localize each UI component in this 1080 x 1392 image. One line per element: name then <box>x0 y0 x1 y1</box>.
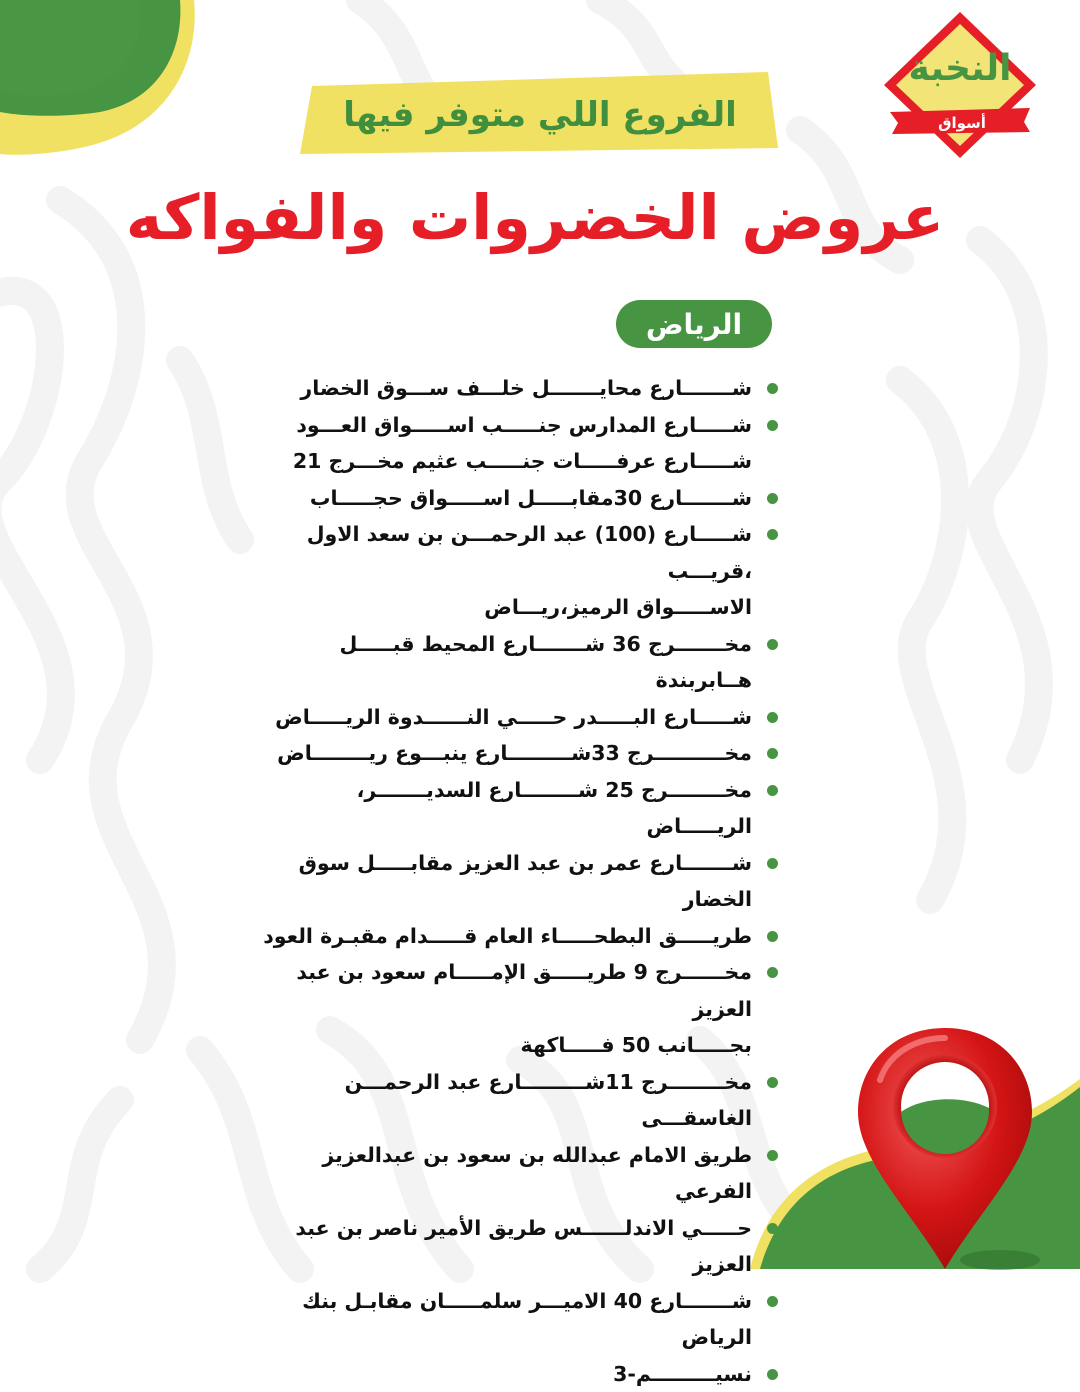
branch-text: مخــــــــــرج 33شـــــــــارع ينبـــوع ريــــــــاض <box>277 741 752 765</box>
branch-item <box>260 699 780 736</box>
branch-item <box>260 1210 780 1283</box>
branch-item <box>260 626 780 699</box>
branch-item-continuation <box>260 1027 780 1064</box>
branch-text: مخــــــــرج 11شـــــــــارع عبد الرحمـــن الغاسقـــى <box>345 1070 752 1131</box>
branch-text: شـــــارع (100) عبد الرحمـــن بن سعد الاول ،قريـــب <box>307 522 752 583</box>
bullet-icon <box>767 712 778 723</box>
logo-subtext: أسواق <box>938 113 986 132</box>
branch-text: شـــــــارع 30مقابـــــل اســـــواق حجـــــاب <box>310 486 752 510</box>
bullet-icon <box>767 748 778 759</box>
branch-item <box>260 407 780 444</box>
branch-text: الاســـــواق الرميز،ريـــاض <box>484 595 752 619</box>
branch-item <box>260 516 780 589</box>
bullet-icon <box>767 1150 778 1161</box>
branch-text: طريق الامام عبدالله بن سعود بن عبدالعزيز الفرعي <box>322 1143 752 1204</box>
branch-text: شـــــــارع 40 الاميـــر سلمـــــان مقابـل بنك الرياض <box>302 1289 752 1350</box>
branch-text: شـــــــارع عمر بن عبد العزيز مقابـــــل سوق الخضار <box>299 851 752 912</box>
bullet-icon <box>767 1296 778 1307</box>
bullet-icon <box>767 785 778 796</box>
branch-list <box>260 370 780 1392</box>
branch-item <box>260 735 780 772</box>
branch-text: شـــــارع عرفـــــات جنـــــب عثيم مخـــرج 21 <box>293 449 752 473</box>
branch-item <box>260 370 780 407</box>
bullet-icon <box>767 420 778 431</box>
branch-text: شـــــارع المدارس جنـــــب اســـــواق العـــود <box>296 413 752 437</box>
subtitle-banner <box>300 72 780 154</box>
logo-text: النخبة <box>908 48 1011 89</box>
branch-text: مخــــــرج 9 طريـــــق الإمـــــام سعود بن عبد العزيز <box>296 960 752 1021</box>
bullet-icon <box>767 1369 778 1380</box>
region-badge: الرياض <box>616 300 772 348</box>
page-title: عروض الخضروات والفواكه <box>120 172 950 262</box>
subtitle-text: الفروع اللي متوفر فيها <box>300 72 780 154</box>
bullet-icon <box>767 1077 778 1088</box>
branch-item <box>260 845 780 918</box>
branch-text: شـــــــارع محايـــــــل خلـــف ســـوق الخضار <box>300 376 752 400</box>
branch-text: طريـــــق البطحـــــاء العام قـــــدام مقبـرة العود <box>263 924 752 948</box>
branch-text: مخـــــــرج 36 شـــــــارع المحيط قبـــــل هــابربندة <box>339 632 752 693</box>
bullet-icon <box>767 1223 778 1234</box>
branch-text: نسيـــــــــم-3 <box>613 1362 752 1386</box>
branch-text: شـــــارع البـــــدر حـــــي النــــــدوة الريـــــاض <box>275 705 752 729</box>
branch-item <box>260 480 780 517</box>
branch-text: بجـــــانب 50 فـــــاكهة <box>521 1033 752 1057</box>
bullet-icon <box>767 967 778 978</box>
branch-item-continuation <box>260 589 780 626</box>
bullet-icon <box>767 639 778 650</box>
bullet-icon <box>767 383 778 394</box>
branch-item <box>260 918 780 955</box>
location-pin-icon <box>850 1020 1040 1269</box>
bullet-icon <box>767 493 778 504</box>
bullet-icon <box>767 529 778 540</box>
branch-item-continuation <box>260 443 780 480</box>
branch-item <box>260 954 780 1027</box>
branch-item <box>260 1283 780 1356</box>
brand-logo <box>880 10 1040 160</box>
branch-text: مخــــــــرج 25 شــــــــارع السديـــــــر، الريـــــاض <box>357 778 752 839</box>
branch-text: حـــــي الاندلــــــس طريق الأمير ناصر بن عبد العزيز <box>295 1216 752 1277</box>
branch-item <box>260 772 780 845</box>
branch-item <box>260 1064 780 1137</box>
corner-decoration-top-left <box>0 0 200 160</box>
bullet-icon <box>767 931 778 942</box>
branch-item <box>260 1137 780 1210</box>
bullet-icon <box>767 858 778 869</box>
branch-item <box>260 1356 780 1392</box>
